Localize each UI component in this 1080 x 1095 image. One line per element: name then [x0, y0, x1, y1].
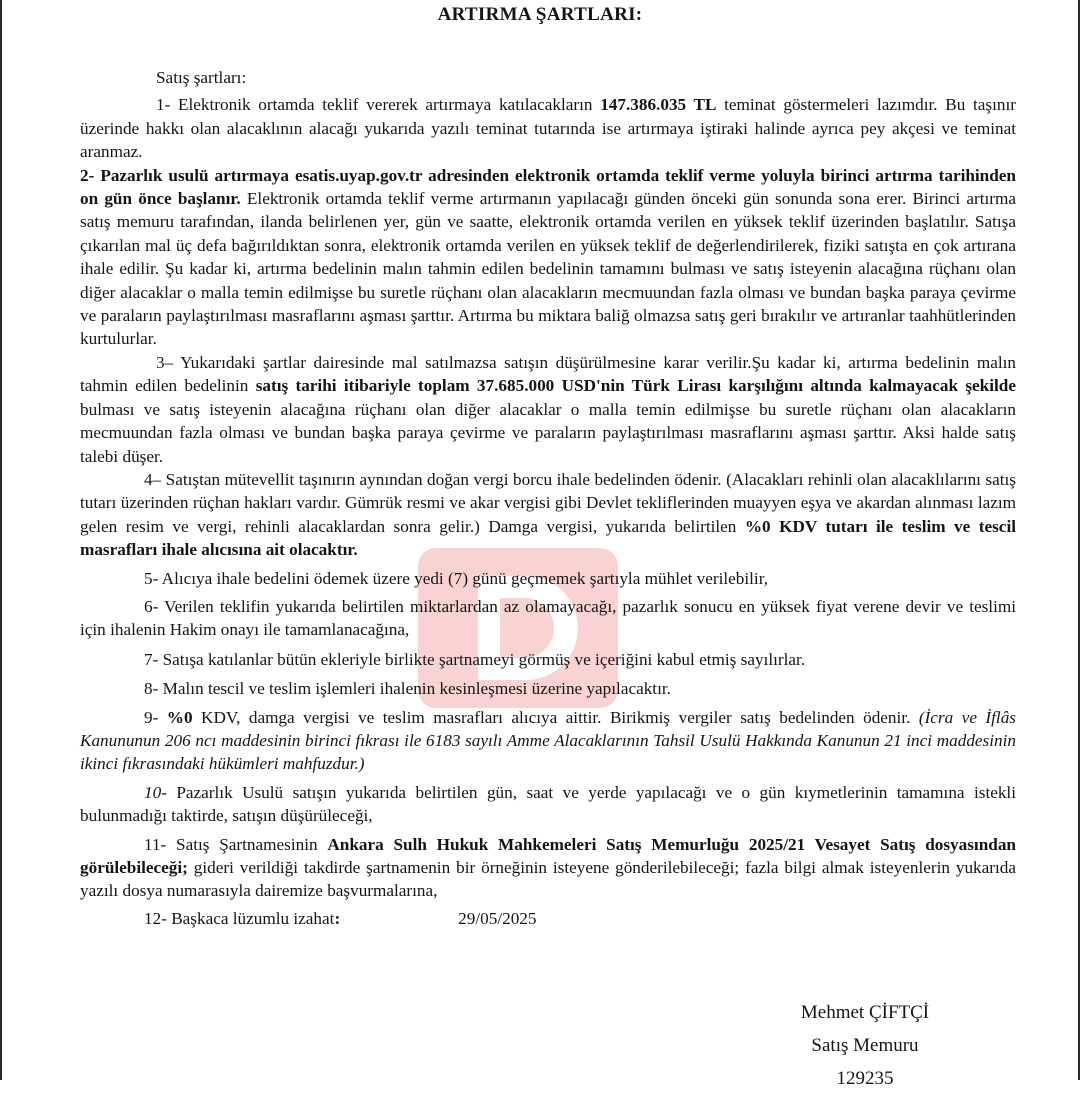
sales-terms-heading: Satış şartları:: [156, 68, 247, 87]
page-edge-left: [0, 0, 2, 1080]
court-file-reference: Ankara Sulh Hukuk Mahkemeleri Satış Memurluğu 2025/21 Vesayet Satış dosyasından görülebileceği;: [80, 834, 1016, 877]
guarantee-amount: 147.386.035 TL: [600, 95, 717, 115]
document-date: 29/05/2025: [458, 908, 537, 928]
document-body: [80, 66, 1016, 930]
clause-5: 5- Alıcıya ihale bedelini ödemek üzere yedi (7) günü geçmemek şartıyla mühlet verilebilir,: [144, 568, 769, 588]
document-title: ARTIRMA ŞARTLARI:: [437, 4, 643, 25]
clause-6: 6- Verilen teklifin yukarıda belirtilen miktarlardan az olamayacağı, pazarlık sonucu en yüksek fiyat verene devir ve teslimi için ihalenin Hakim onayı ile tamamlanacağına,: [80, 596, 1016, 640]
clause-1: 1- Elektronik ortamda teklif vererek artırmaya katılacakların 147.386.035 TL teminat göstermeleri lazımdır. Bu taşınır üzerinde hakkı olan alacaklının alacağı yukarıda yazılı teminat tutarında ise artırmaya iştiraki halinde ayrıca pey akçesi ve teminat aranmaz.: [80, 95, 1016, 162]
minimum-price-condition: satış tarihi itibariyle toplam 37.685.000 USD'nin Türk Lirası karşılığını altında kalmayacak şekilde: [255, 376, 1016, 396]
clause-9: 9- %0 KDV, damga vergisi ve teslim masrafları alıcıya aittir. Birikmiş vergiler satış bedelinden ödenir. (İcra ve İflâs Kanununun 206 ncı maddesinin birinci fıkrası ile 6183 sayılı Amme Alacaklarının Tahsil Usulü Hakkında Kanunun 21 inci maddesinin ikinci fıkrasındaki hükümleri mahfuzdur.): [80, 707, 1016, 774]
signer-role: Satış Memuru: [811, 1035, 919, 1056]
signature-block: [760, 996, 970, 1095]
clause-7: 7- Satışa katılanlar bütün ekleriyle birlikte şartnameyi görmüş ve içeriğini kabul etmiş sayılırlar.: [144, 649, 806, 669]
law-reference-note: (İcra ve İflâs Kanununun 206 ncı maddesinin birinci fıkrası ile 6183 sayılı Amme Alacaklarının Tahsil Usulü Hakkında Kanunun 21 inci maddesinin ikinci fıkrasındaki hükümleri mahfuzdur.): [80, 707, 1016, 774]
clause-2: 2- Pazarlık usulü artırmaya esatis.uyap.gov.tr adresinden elektronik ortamda teklif verme yoluyla birinci artırma tarihinden on gün önce başlanır. Elektronik ortamda teklif verme artırmanın yapılacağı günden önceki gün sonunda sona erer. Birinci artırma satış memuru tarafından, ilanda belirlenen yer, gün ve saatte, elektronik ortamda verilen en yüksek teklif üzerinden başlatılır. Satışa çıkarılan mal üç defa bağırıldıktan sonra, elektronik ortamda verilen en yüksek teklif de değerlendirilerek, fiziki satışta en çok artırana ihale edilir. Şu kadar ki, artırma bedelinin malın tahmin edilen bedelinin tamamını bulması ve satış isteyenin alacağına rüçhanı olan diğer alacaklar o malla temin edilmişse bu suretle rüçhanı olan alacakların mecmuundan fazla olması ve bundan başka paraya çevirme ve paraların paylaştırılması masraflarını aşması şarttır. Artırma bu miktara baliğ olmazsa satış geri bırakılır ve artıranlar taahhütlerinden kurtulurlar.: [80, 165, 1017, 349]
clause-4: 4– Satıştan mütevellit taşınırın aynından doğan vergi borcu ihale bedelinden ödenir. (Alacakları rehinli olan alacaklılarını satış tutarı üzerinden rüçhan hakları vardır. Gümrük resmi ve akar vergisi gibi Devlet tekliflerinden muayyen eşya ve akardan alınması lazım gelen resim ve vergi, rehinli alacaklardan sonra gelir.) Damga vergisi, yukarıda belirtilen %0 KDV tutarı ile teslim ve tescil masrafları ihale alıcısına ait olacaktır.: [80, 469, 1016, 560]
clause-11: 11- Satış Şartnamesinin Ankara Sulh Hukuk Mahkemeleri Satış Memurluğu 2025/21 Vesayet Satış dosyasından görülebileceği; gideri verildiği takdirde şartnamenin bir örneğinin isteyene gönderilebileceği; fazla bilgi almak isteyenlerin yukarıda yazılı dosya numarasıyla dairemize başvurmalarına,: [80, 834, 1016, 901]
clause-8: 8- Malın tescil ve teslim işlemleri ihalenin kesinleşmesi üzerine yapılacaktır.: [144, 679, 671, 699]
clause-12: 12- Başkaca lüzumlu izahat: 29/05/2025: [144, 908, 537, 928]
clause-3: 3– Yukarıdaki şartlar dairesinde mal satılmazsa satışın düşürülmesine karar verilir.Şu kadar ki, artırma bedelinin malın tahmin edilen bedelinin satış tarihi itibariyle toplam 37.685.000 USD'nin Türk Lirası karşılığını altında kalmayacak şekilde bulması ve satış isteyenin alacağına rüçhanı olan diğer alacaklar o malla temin edilmişse bu suretle rüçhanı olan alacakların mecmuundan fazla olması ve bundan başka paraya çevirme ve paraların paylaştırılması masraflarını aşması şarttır. Aksi halde satış talebi düşer.: [80, 352, 1016, 466]
clause-10: 10- Pazarlık Usulü satışın yukarıda belirtilen gün, saat ve yerde yapılacağı ve o gün kıymetlerinin tamamına istekli bulunmadığı taktirde, satışın düşürüleceği,: [80, 782, 1016, 826]
signer-number: 129235: [836, 1068, 894, 1089]
signer-name: Mehmet ÇİFTÇİ: [800, 1002, 930, 1023]
